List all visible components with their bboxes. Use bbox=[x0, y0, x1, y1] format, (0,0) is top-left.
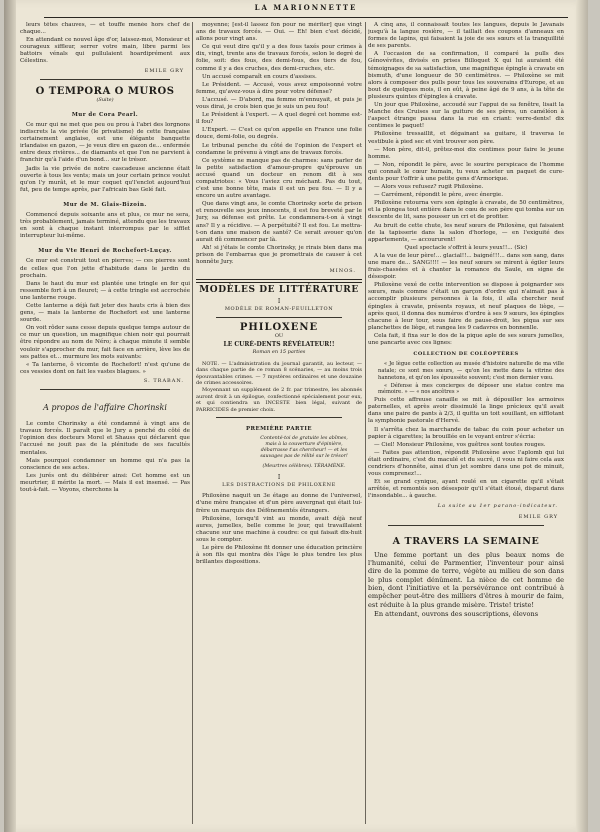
paragraph: « Ta lanterne, ô vicomte de Rochefort! n'est qu'une de ces vessies dont on fait les vastes blagues. » bbox=[20, 361, 190, 375]
article-title: MODÈLES DE LITTÉRATURE bbox=[199, 285, 359, 296]
novel-conjunction: OU bbox=[274, 332, 284, 339]
paragraph: Que dans vingt ans, le comte Chorinsky sorte de prison et renouvelle ses jeux innocents, il est fou breveté par le Jury, sa défense est prête. Le condamnera-t-on à vingt ans? Il y a récidive. — A perpétuité? Il est fou. Le mettra-t-on dans une maison de santé? Ce serait avouer qu'on aurait dû commencer par là. bbox=[196, 201, 362, 243]
paragraph: Une femme portant un des plus beaux noms de l'humanité, celui de Parmentier, l'inventeur pour ainsi dire de la pomme de terre, végète au milieu de son dans le plus complet dénûment. La nièce de cet homme de bien, dont l'initiative et la persévérance ont contribué à empêcher peut-être des milliers d'êtres à mourir de faim, est réduite à la plus grande misère. Triste! triste! bbox=[368, 550, 564, 609]
paragraph: A la vue de leur père!... glacial!!... baigné!!!... dans son sang, dans une mare de... SANG!!!! — les neuf sœurs se mirent à égiler leurs frais-chassées et à chanter la romance du Saule, en signe de désespoir. bbox=[368, 252, 564, 281]
section-heading: PREMIÈRE PARTIE bbox=[245, 426, 313, 433]
newspaper-page bbox=[4, 0, 588, 832]
paragraph: — Alors vous refusez? rugit Philoxène. bbox=[374, 184, 484, 191]
paragraph: Jadis la vie privée de notre cascadeuse ancienne était ouverte à tous les vents; mais un jour certain prince voulut qu'on l'y murât, et le mur coquet qu'l'enclot aujourd'hui fut, peu de temps après, par l'africain bas Gelé fait. bbox=[20, 165, 190, 193]
paragraph: Mais pourquoi condamner un homme qui n'a pas la conscience de ses actes. bbox=[20, 457, 190, 471]
paragraph: En attendant ce nouvel âge d'or, laissez-moi, Monsieur et courageux siffleur, serrer votre main, libre parmi les battoirs vénals qui pullulaient hoardiprément aux Célestins. bbox=[20, 37, 190, 65]
paragraph: — Carrément, répondit le père, avec énergie. bbox=[374, 192, 503, 199]
paragraph: Cela fait, il fixa sur le dos de la pique aple de ses sœurs jumelles, une pancarte avec ces lignes: bbox=[368, 332, 564, 347]
divider bbox=[216, 417, 342, 418]
signature: MINOS. bbox=[329, 268, 356, 275]
paragraph: Un jour que Philoxène, accoudé sur l'appui de sa fenêtre, lisait la Manche des Cruises sur la guiture de ses pères, un caméléon à l'aspect étrange passa dans la rue en criant: verre-dents! dix centimes le paquet! bbox=[368, 102, 564, 130]
paragraph: L'accusé. — D'abord, ma femme m'ennuyait, et puis je vous dirai, je crois bien que je suis un peu fou! bbox=[196, 96, 362, 111]
paragraph: — Non, répondit le père, avec le sourire perspicace de l'homme qui connaît le cœur humain, tu veux acheter un paquet de cure-dents pour t'offrir à une petite gens d'Armorique. bbox=[368, 161, 564, 182]
article-title: A TRAVERS LA SEMAINE bbox=[392, 535, 540, 547]
paragraph: Quel spectacle s'offrit à leurs yeux!!... (Sic) bbox=[404, 244, 528, 251]
paragraph: On voit rôder sans cesse depuis quelque temps autour de ce mur un question, un magnifique chien noir qui pourrait être répondre au nom de Néro; à chaque minute il semble vouloir s'approcher du mur, fait face en arrière, lève les de ses pattes et... murmure les mots suivants: bbox=[20, 325, 190, 360]
column-1 bbox=[20, 22, 190, 824]
paragraph: Commencé depuis soixante ans et plus, ce mur ne sera, très probablement, jamais terminé, attendu que les travaux en sont à chaque instant interrompus par le sifflet interrupteur lui-même. bbox=[20, 211, 190, 240]
paragraph: Ah! si j'étais le comte Chorinsky, je rirais bien dans ma prison de l'embarras que je promettrais de causer à cet honnête Jury. bbox=[196, 244, 362, 265]
paragraph: Au bruit de cette chute, les neuf sœurs de Philoxène, qui faisaient de la tapisserie dans la salon d'horloge, — en l'exiguité des appartements, — accoururent! bbox=[368, 222, 564, 243]
page-edge bbox=[576, 0, 588, 832]
paragraph: Le comte Chorinsky a été condamné à vingt ans de travaux forcés. Il paraît que le Jury a penché du côté de l'opinion des docteurs Morel et Shauss qui déclarent que l'accusé ne jouit pas de la plénitude de ses facultés mentales. bbox=[20, 421, 190, 456]
paragraph: Ce mur qui ne met que peu ou prou à l'abri des lorgnons indiscrets la vie privée (le privatisme) de cette française certainement anglaise, est une élégante banquette irlandaise en gazon, — je veux dire en gazon de... enfermée entre deux rivières... de diamants et que l'on ne parvient à franchir qu'à l'aide d'un bond... sur le trésor. bbox=[20, 121, 190, 164]
paragraph: Les jurés ont du délibérer ainsi: Cet homme est un meurtrier, il mérite la mort. — Mais il est insensé. — Pas tout-à-fait. — Voyons, cherchons la bbox=[20, 472, 190, 493]
paragraph: Philoxène vexé de cette intervention se dispose à poignarder ses sœurs, mais comme c'était un garçon d'ordre qui n'aimait pas à accomplir plusieurs personnes à la fois, il alla chercher neuf épingles à cravate, présents royaux, et neuf plaques de liège, — après quoi, il donna des numéros d'ordre à ses 9 sœurs, les épingles chacune à leur tour, sous faire de pause-droit, les piqua sur ses planchettes de liège, et rangea les 9 cadavres en bonnenlle. bbox=[368, 282, 564, 331]
paragraph: Philoxène, lorsqu'il vint au monde, avait déjà neuf aures, jumelles, belle comme le jour, qui travaillaient chacune sur une machine à coudre: ce qui faisait dix-huit sous le compter. bbox=[196, 515, 362, 543]
page-binding bbox=[4, 0, 16, 832]
divider bbox=[216, 317, 342, 318]
divider bbox=[40, 389, 170, 390]
paragraph: Le tribunal penche du côté de l'opinion de l'expert et condamne le prévenu à vingt ans de travaux forcés. bbox=[196, 142, 362, 156]
novel-parts: Roman en 15 parties bbox=[252, 348, 306, 355]
divider bbox=[40, 79, 170, 80]
double-divider bbox=[196, 279, 362, 283]
quote: « Je lègue cette collection au musée d'histoire naturelle de ma ville natale; ce sont mes sœurs, — qu'on les mette dans la vitrine des hannetons, et qu'on les époussète souvent; c'est mon dernier vœu. bbox=[378, 361, 564, 381]
paragraph: Le Président. — Accusé, vous avez empoisonné votre femme, qu'avez-vous à dire pour votre défense? bbox=[196, 81, 362, 95]
paragraph: Philoxène retourna vers son épingle à cravate, de 50 centimètres, et la plongea tout entière dans le cœu de son père qui tomba sur un descente de lit, sans pousser un cri et de profiter. bbox=[368, 200, 564, 221]
epigraph: Contenté-toi de gratuite les abîmes, mais à la couverture d'épinière, débarrasse t'as chercheur! — et les sauvages pas de rélité sur le trésor! bbox=[260, 436, 348, 460]
paragraph: L'Expert. — C'est ce qu'on appelle en France une folie douce, demi-folie, ou degrés. bbox=[196, 127, 362, 141]
section-subtitle: MODÈLE DE ROMAN-FEUILLETON bbox=[224, 306, 334, 313]
paragraph: leurs têtes chauves, — et touffe menée hors chef de chaque... bbox=[20, 22, 190, 36]
collection-heading: COLLECTION DE COLÉOPTÈRES bbox=[413, 351, 519, 358]
paragraph: Philoxène naquit un 3e étage au donne de l'universel, d'une mère française et d'un père auvergnat qui était lui-frère un marquis des Défènementés étrangers. bbox=[196, 493, 362, 514]
signature: EMILE GRY bbox=[144, 67, 184, 74]
epigraph-source: (Meurtres célèbres). TÉRAMÈNE. bbox=[262, 464, 346, 470]
paragraph: A cinq ans, il connaissait toutes les langues, depuis le Javanais jusqu'à la langue rosière, — il taillait des coupons d'anneaux en formes de lapins, qui faisaient la joie de ses sœurs et la tranquillité de ses parents. bbox=[368, 22, 564, 50]
paragraph: — Mon père, dit-il, prêtez-moi dix centimes pour faire le jeune homme. bbox=[368, 146, 564, 160]
chapter-number: I bbox=[277, 298, 281, 306]
paragraph: Et se grand cynique, ayant roulé en un cigarette qu'il s'était arrêtée, et remontés son désespoir qu'il s'était étoué, disparut dans l'insondable... à gauche. bbox=[368, 479, 564, 500]
paragraph: moyenne; [est-il lassez fon pour ne mériter] que vingt ans de travaux forcés. — Oui. — Eh! bien c'est décidé, allons pour vingt ans. bbox=[196, 22, 362, 43]
novel-title: PHILOXENE bbox=[239, 322, 319, 334]
paragraph: — Ciel! Monsieur Philoxène, vos guêtres sont toutes rouges. bbox=[374, 441, 546, 448]
article-title: A propos de l'affaire Chorinski bbox=[43, 403, 167, 413]
paragraph: Ce mur est construit tout en pierres; — ces pierres sont de celles que l'on jette d'habitude dans le jardin du prochain. bbox=[20, 258, 190, 279]
paragraph: Philoxène tressaillit, et dégainant sa guitare, il traversa le vestibule à pied sec et vint trouver son père. bbox=[368, 131, 564, 145]
paragraph: A l'occasion de sa confirmation, il comparé la pulls des Génovévites, divisés en prises Billoquet X qui lui auraient été témoignages de sa satisfaction, une magnifique épingle à cravate en bismuth, d'une longueur de 50 centimètres. — Philoxène se mit alors à composer des pulls pour tous les souverains d'Europe, et au bout de quelques mois, il en eût, à peine âgé de 9 ans, à la tête de plusieurs quintes d'épingles à cravate. bbox=[368, 51, 564, 100]
signature: EMILE GRY bbox=[518, 513, 558, 520]
section-heading: Mur du Vte Henri de Rochefort-Luçay. bbox=[38, 248, 172, 255]
chapter-number: I bbox=[277, 474, 281, 482]
column-3 bbox=[368, 22, 564, 824]
paragraph: Ce qui veut dire qu'il y a des fous taxés pour crimes à dix, vingt, trente ans de travaux forcés, selon le degré de folie, soit: des fous, des demi-fous, des tiers de fou, comme il y a des cruches, des demi-cruches, etc. bbox=[196, 44, 362, 72]
masthead: LA MARIONNETTE bbox=[44, 3, 568, 18]
column-rule bbox=[365, 22, 366, 824]
paragraph: Ce système ne manque pas de charmes: sans parler de la petite satisfaction d'amour-propre qu'éprouve un accusé quand un docteur en renom dit à ses compatriotes: « Vous l'aviez cru méchant. Pas du tout, c'est une bonne tête, mais il est un peu fou. — Il y a encore un autre avantage. bbox=[196, 157, 362, 200]
column-2 bbox=[196, 22, 362, 824]
quote: « Défense à mes concierges de déposer une statue contre ma mémoire. » — « nos ancêtres » bbox=[378, 382, 564, 396]
paragraph: — Faites pas attention, répondit Philoxène avec l'aplomb qui lui était ordinaire, c'est du maculé et du sucré, il vous ni faire cela aux cendriers d'honnête, ainsi d'un jet sombre dans une pot de minuit, vous comprenez!... bbox=[368, 449, 564, 478]
section-heading: Mur de M. Glais-Bizoin. bbox=[63, 201, 147, 208]
paragraph: Le père de Philoxène fit donner une éducation princière à son fils qui montra dès l'âge le plus tendre les plus brillantes dispositions. bbox=[196, 545, 362, 566]
article-title: O TEMPORA O MUROS bbox=[35, 85, 175, 97]
section-heading: Mur de Cora Pearl. bbox=[71, 111, 139, 118]
chapter-title: LES DISTRACTIONS DE PHILOXÈNE bbox=[222, 482, 336, 489]
novel-subtitle: LE CURÉ-DENTS RÉVÉLATEUR!! bbox=[223, 340, 335, 348]
column-rule bbox=[192, 22, 193, 824]
paragraph: Puis cette affreuse canaille se mit à dépouiller les armoires paternelles, et après avoir dissimulé la linge précieux qu'il avait dans une paire de pants à 2/3, il quitta un toit souillant, en sifflotant la symphonie pastorale d'Hervé. bbox=[368, 397, 564, 425]
paragraph: Dans le haut du mur est plantée une tringle en fer qui ressemble fort à un fleuret; — à cette tringle est accrochée une lanterne rouge. bbox=[20, 280, 190, 301]
paragraph: En attendant, ouvrons des souscriptions, élevons bbox=[374, 609, 539, 618]
paragraph: Moyennant un supplément de 2 fr. par trimestre, les abonnés auront droit à un épilogue, confectionné spécialement pour eux, et qui contiendra un INCESTE bien légal, suivant de PARRICIDES de premier choix. bbox=[196, 387, 362, 413]
paragraph: Le Président à l'expert. — A quel degré cet homme est-il fou? bbox=[196, 112, 362, 126]
paragraph: Cette lanterne a déjà fait jeter des hauts cris à bien des gens, — mais la lanterne de Rochefort est une lanterne sourde. bbox=[20, 303, 190, 324]
paragraph: Il s'arrêta chez la marchande de tabac du coin pour acheter un papier à cigarettes; la brouillée en le voyant entrer s'écria: bbox=[368, 426, 564, 440]
article-subtitle: (Suite) bbox=[96, 96, 114, 103]
signature: S. TRABAN. bbox=[143, 377, 184, 384]
divider bbox=[388, 525, 544, 526]
paragraph: NOTE. — L'administration du journal garantit, au lecteur, — dans chaque partie de ce roman 8 scénaries, — au moins trois épouvantables crimes. — 7 mystères ordinaires et une douzaine de crimes accessoires. bbox=[196, 360, 362, 387]
continuation-note: La suite au 1er parano-indicateur. bbox=[437, 502, 558, 509]
paragraph: Un accusé comparaît en cours d'assises. bbox=[202, 73, 317, 80]
